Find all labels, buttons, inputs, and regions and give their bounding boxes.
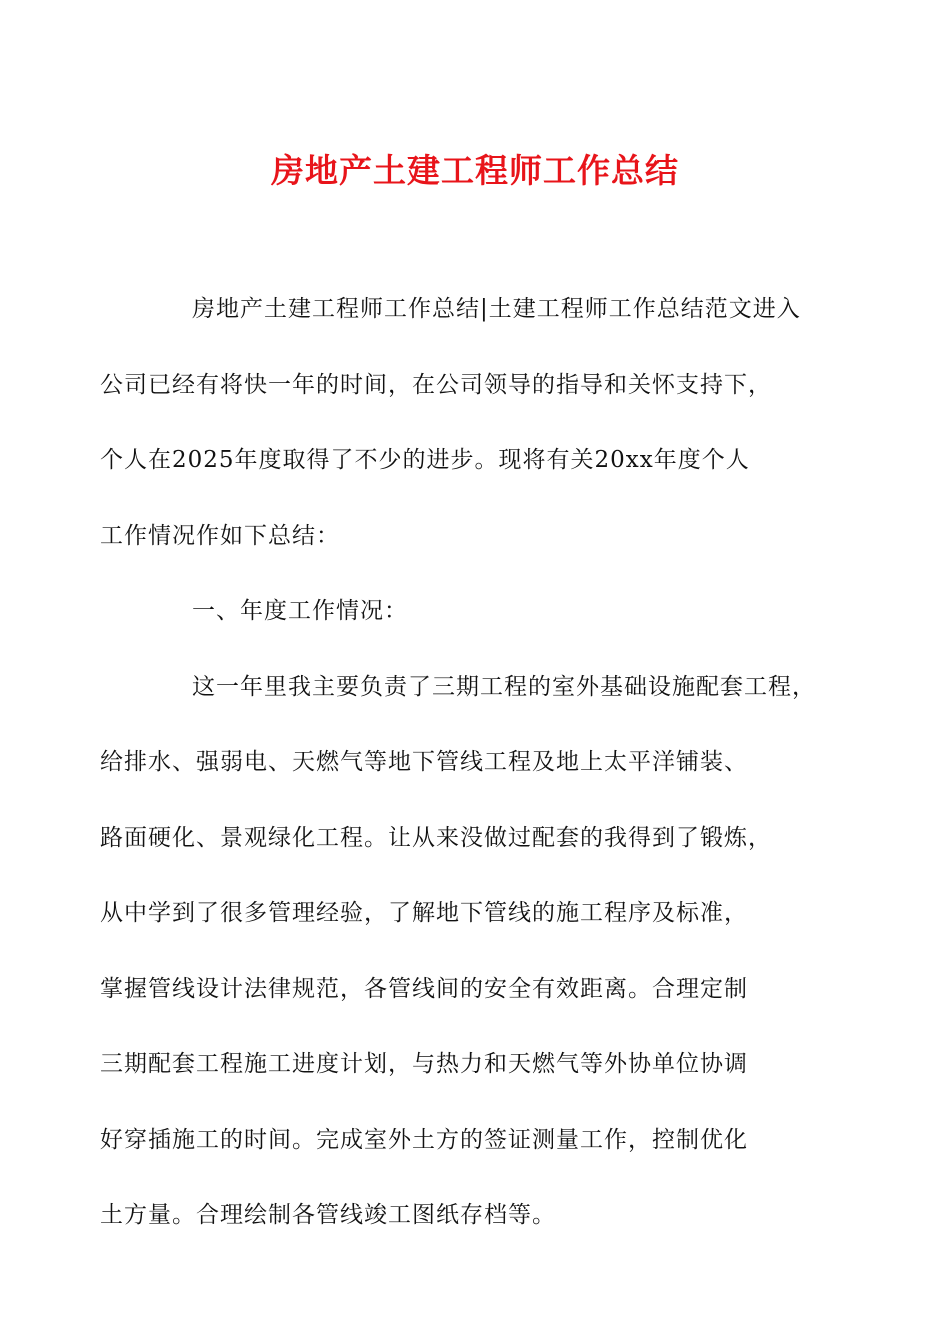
text-line: 公司已经有将快一年的时间，在公司领导的指导和关怀支持下， <box>100 371 772 398</box>
text-line: 好穿插施工的时间。完成室外土方的签证测量工作，控制优化 <box>100 1126 748 1153</box>
document-body <box>100 272 816 1254</box>
text-line: 从中学到了很多管理经验，了解地下管线的施工程序及标准， <box>100 900 748 926</box>
text-line: 工作情况作如下总结： <box>100 522 340 549</box>
text-line: 个人在2025年度取得了不少的进步。现将有关20xx年度个人 <box>100 447 750 473</box>
paragraph-section-heading <box>146 574 810 650</box>
text-line: 房地产土建工程师工作总结|土建工程师工作总结范文进入 <box>192 296 801 322</box>
paragraph-work-details <box>100 650 816 1254</box>
text-line: 掌握管线设计法律规范，各管线间的安全有效距离。合理定制 <box>100 975 748 1002</box>
text-line: 三期配套工程施工进度计划，与热力和天燃气等外协单位协调 <box>100 1051 748 1077</box>
text-line: 给排水、强弱电、天燃气等地下管线工程及地上太平洋铺装、 <box>100 749 748 775</box>
text-line: 土方量。合理绘制各管线竣工图纸存档等。 <box>100 1202 556 1228</box>
section-heading: 一、年度工作情况： <box>192 598 408 624</box>
document-title: 房地产土建工程师工作总结 <box>271 151 679 190</box>
paragraph-intro <box>100 272 810 574</box>
text-line: 这一年里我主要负责了三期工程的室外基础设施配套工程， <box>192 673 816 700</box>
text-line: 路面硬化、景观绿化工程。让从来没做过配套的我得到了锻炼， <box>100 824 772 851</box>
